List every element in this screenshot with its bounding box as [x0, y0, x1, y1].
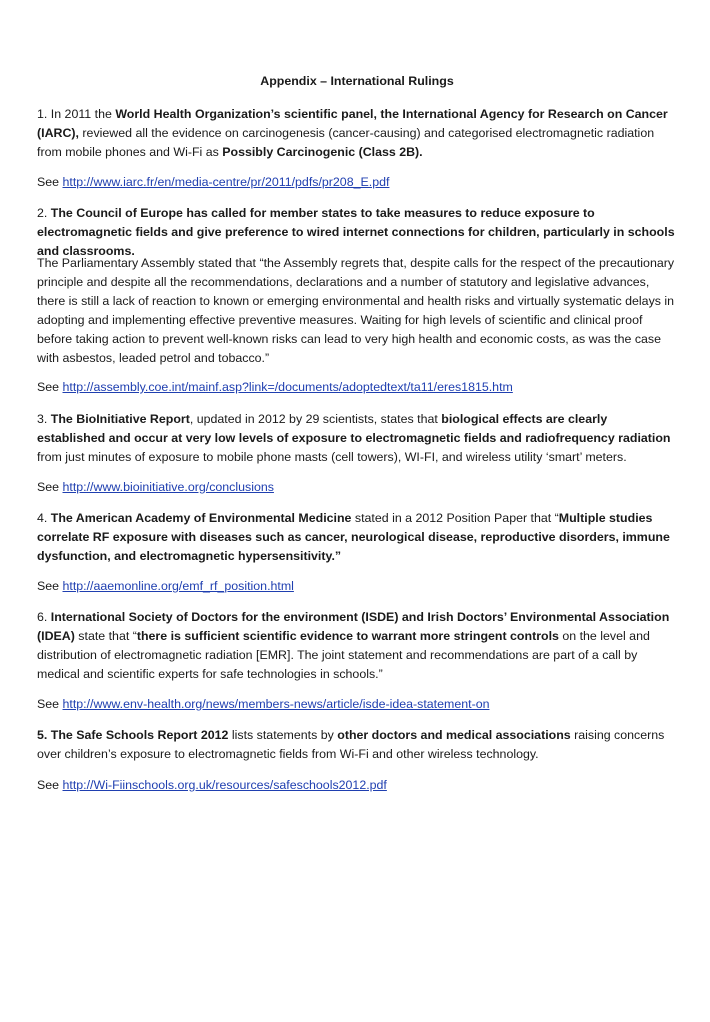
ruling-5-report-name: 5. The Safe Schools Report 2012	[37, 728, 229, 742]
ruling-3-finding: biological effects are clearly established and occur at very low levels of exposure to electromagnetic fields and radiofrequency radiation	[37, 412, 671, 445]
see-label: See	[37, 175, 60, 189]
ruling-4-text	[37, 509, 677, 566]
ruling-4-link[interactable]: http://aaemonline.org/emf_rf_position.html	[62, 579, 294, 593]
ruling-1-classification: Possibly Carcinogenic (Class 2B).	[222, 145, 423, 159]
ruling-1-source	[37, 173, 677, 192]
ruling-1-text	[37, 105, 677, 162]
ruling-5-source	[37, 776, 677, 795]
see-label: See	[37, 579, 60, 593]
page-title: Appendix – International Rulings	[260, 74, 454, 88]
ruling-6-intro: 6.	[37, 610, 51, 624]
ruling-1-body-text: reviewed all the evidence on carcinogenesis (cancer-causing) and categorised electromagnetic radiation from mobile phones and Wi-Fi as	[37, 126, 655, 159]
ruling-1-intro: 1. In 2011 the	[37, 107, 116, 121]
ruling-4-body-text: stated in a 2012 Position Paper that “	[351, 511, 559, 525]
ruling-1-body-name: World Health Organization’s scientific panel, the International Agency for Research on Cancer (IARC),	[37, 107, 668, 140]
see-label: See	[37, 480, 60, 494]
ruling-4-source	[37, 577, 677, 596]
ruling-6-finding: there is sufficient scientific evidence to warrant more stringent controls	[136, 629, 559, 643]
ruling-2-statement: The Council of Europe has called for member states to take measures to reduce exposure to electromagnetic fields and give preference to wired internet connections for children, particularly in schools and classrooms.	[37, 206, 675, 258]
ruling-6-text	[37, 608, 677, 684]
ruling-2-intro: 2.	[37, 206, 51, 220]
ruling-6-body-text: state that “	[74, 629, 137, 643]
ruling-6-link[interactable]: http://www.env-health.org/news/members-news/article/isde-idea-statement-on	[62, 697, 490, 711]
ruling-3-link[interactable]: http://www.bioinitiative.org/conclusions	[62, 480, 274, 494]
see-label: See	[37, 380, 60, 394]
ruling-6-detail: on the level and distribution of electromagnetic radiation [EMR]. The joint statement and recommendations are part of a call by medical and scientific experts for safe technologies in schools.”	[37, 629, 650, 681]
ruling-2-quote: The Parliamentary Assembly stated that “the Assembly regrets that, despite calls for the respect of the precautionary principle and despite all the recommendations, declarations and a number of statutory and legislative advances, there is still a lack of reaction to known or emerging environmental and health risks and virtually systematic delays in adopting and implementing effective preventive measures. Waiting for high levels of scientific and clinical proof before taking action to prevent well-known risks can lead to very high health and economic costs, as was the case with asbestos, leaded petrol and tobacco.”	[37, 256, 675, 365]
see-label: See	[37, 697, 60, 711]
ruling-1-link[interactable]: http://www.iarc.fr/en/media-centre/pr/2011/pdfs/pr208_E.pdf	[62, 175, 390, 189]
ruling-4-finding: Multiple studies correlate RF exposure with diseases such as cancer, neurological disease, reproductive disorders, immune dysfunction, and electromagnetic hypersensitivity.”	[37, 511, 670, 563]
ruling-6-body-name: International Society of Doctors for the environment (ISDE) and Irish Doctors’ Environmental Association (IDEA)	[37, 610, 670, 643]
ruling-5-text	[37, 726, 677, 764]
ruling-2-source	[37, 378, 677, 397]
ruling-6-source	[37, 695, 677, 714]
ruling-3-intro: 3.	[37, 412, 51, 426]
see-label: See	[37, 778, 60, 792]
ruling-4-intro: 4.	[37, 511, 51, 525]
ruling-5-body-text: lists statements by	[228, 728, 338, 742]
ruling-3-source	[37, 478, 677, 497]
ruling-5-detail: raising concerns over children’s exposure to electromagnetic fields from Wi-Fi and other wireless technology.	[37, 728, 665, 761]
ruling-3-body-name: The BioInitiative Report	[50, 412, 190, 426]
ruling-2-link[interactable]: http://assembly.coe.int/mainf.asp?link=/documents/adoptedtext/ta11/eres1815.htm	[62, 380, 513, 394]
ruling-3-detail: from just minutes of exposure to mobile phone masts (cell towers), WI-FI, and wireless utility ‘smart’ meters.	[37, 450, 627, 464]
ruling-5-sources: other doctors and medical associations	[337, 728, 571, 742]
ruling-2-heading	[37, 204, 677, 261]
ruling-5-link[interactable]: http://Wi-Fiinschools.org.uk/resources/safeschools2012.pdf	[62, 778, 387, 792]
ruling-3-text	[37, 410, 677, 467]
ruling-4-body-name: The American Academy of Environmental Medicine	[50, 511, 352, 525]
ruling-3-body-text: , updated in 2012 by 29 scientists, states that	[189, 412, 442, 426]
